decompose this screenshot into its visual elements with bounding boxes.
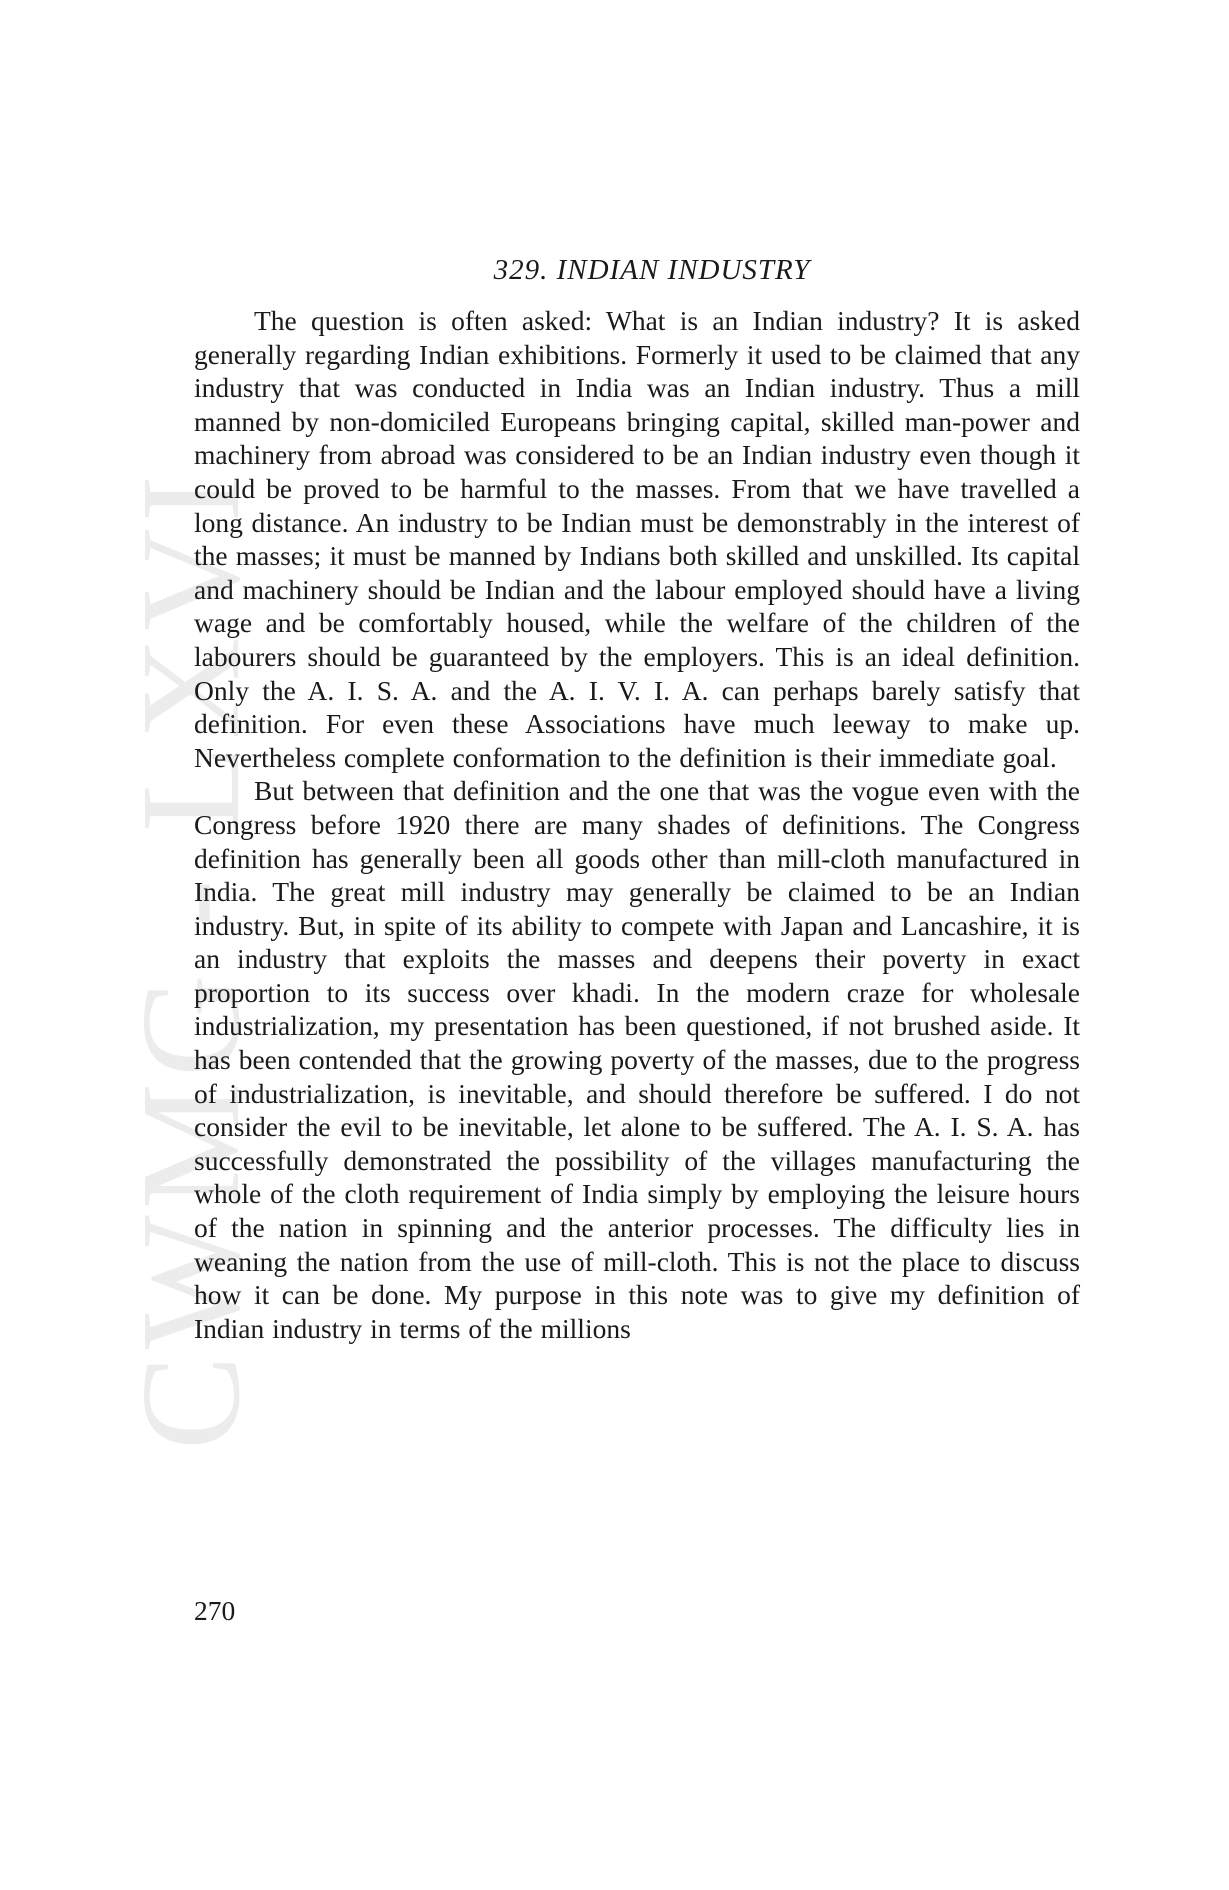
document-body xyxy=(194,250,1080,1345)
section-heading: 329. INDIAN INDUSTRY xyxy=(493,254,811,286)
paragraph-1: The question is often asked: What is an Indian industry? It is asked generally regarding Indian exhibitions. Formerly it used to be claimed that any industry that was conducted in India was an Indian industry. Thus a mill manned by non-domiciled Europeans bringing capital, skilled man-power and machinery from abroad was considered to be an Indian industry even though it could be proved to be harmful to the masses. From that we have travelled a long distance. An industry to be Indian must be demonstrably in the interest of the masses; it must be manned by Indians both skilled and unskilled. Its capital and machinery should be Indian and the labour employed should have a living wage and be comfortably housed, while the welfare of the children of the labourers should be guaranteed by the employers. This is an ideal definition. Only the A. I. S. A. and the A. I. V. I. A. can perhaps barely satisfy that definition. For even these Associations have much leeway to make up. Nevertheless complete conformation to the definition is their immediate goal. xyxy=(194,305,1080,773)
watermark-text: CWMG - LXVI xyxy=(111,469,269,1450)
paragraph-2: But between that definition and the one that was the vogue even with the Congress before 1920 there are many shades of definitions. The Congress definition has generally been all goods other than mill-cloth manufactured in India. The great mill industry may generally be claimed to be an Indian industry. But, in spite of its ability to compete with Japan and Lancashire, it is an industry that exploits the masses and deepens their poverty in exact proportion to its success over khadi. In the modern craze for wholesale industrialization, my presentation has been questioned, if not brushed aside. It has been contended that the growing poverty of the masses, due to the progress of industrialization, is inevitable, and should therefore be suffered. I do not consider the evil to be inevitable, let alone to be suffered. The A. I. S. A. has successfully demonstrated the possibility of the villages manufacturing the whole of the cloth requirement of India simply by employing the leisure hours of the nation in spinning and the anterior processes. The difficulty lies in weaning the nation from the use of mill-cloth. This is not the place to discuss how it can be done. My purpose in this note was to give my definition of Indian industry in terms of the millions xyxy=(194,775,1080,1344)
page-number: 270 xyxy=(194,1595,236,1626)
